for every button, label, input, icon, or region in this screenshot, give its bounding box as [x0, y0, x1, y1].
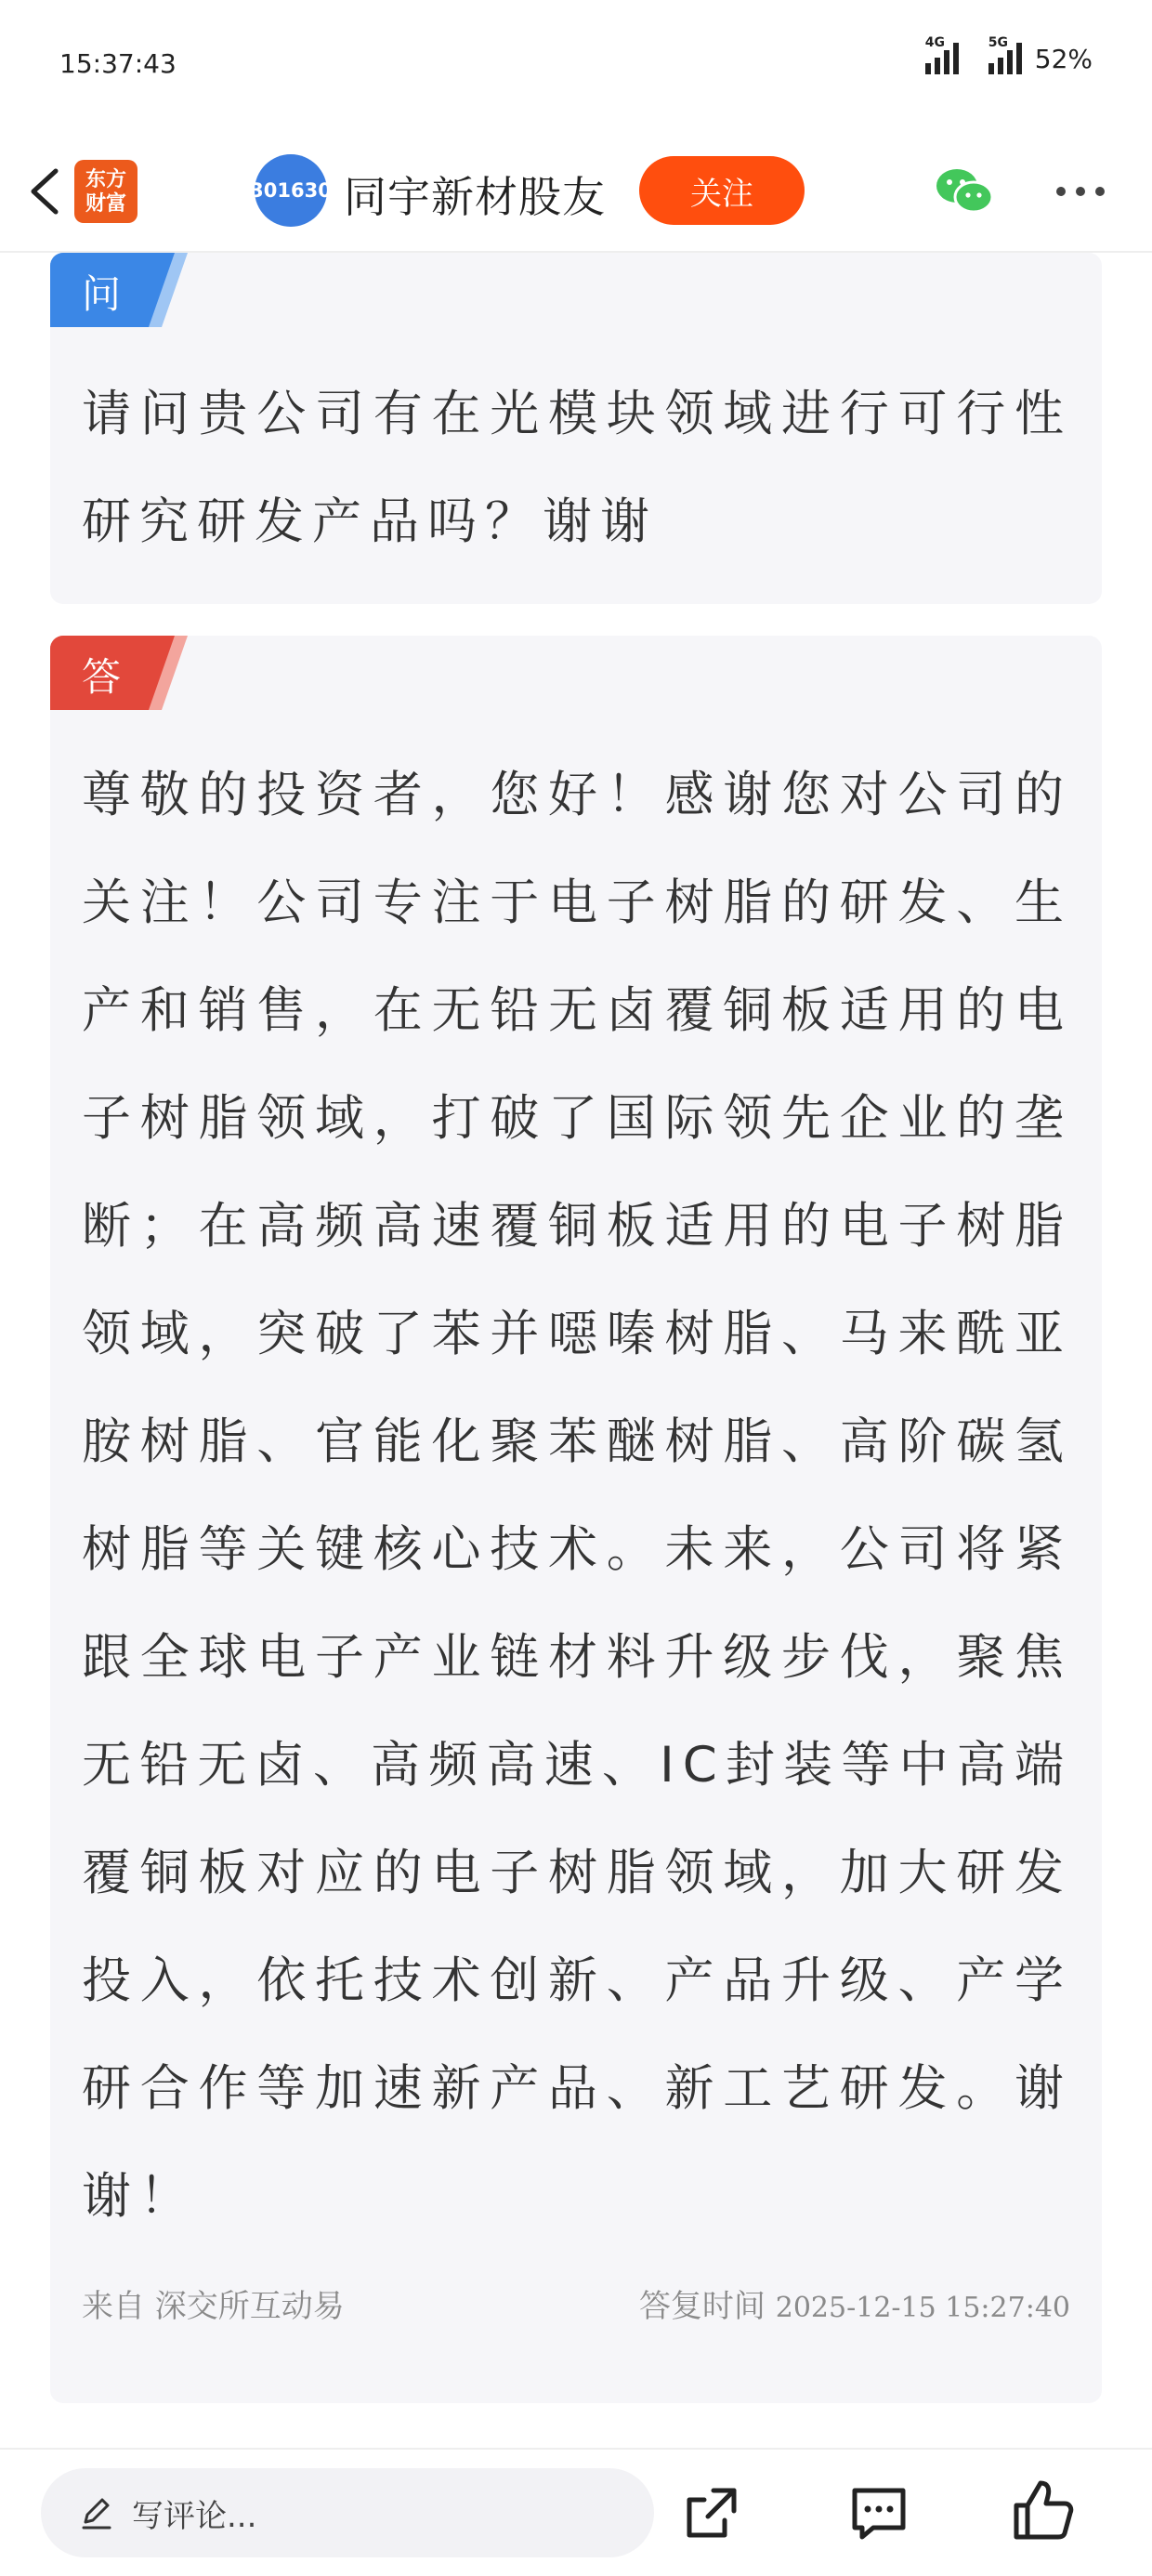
comment-input[interactable] — [41, 2468, 654, 2557]
follow-button[interactable]: 关注 — [639, 156, 805, 225]
pencil-icon — [78, 2494, 115, 2531]
reply-timestamp: 2025-12-15 15:27:40 — [775, 2292, 1070, 2324]
answer-text: 尊敬的投资者，您好！感谢您对公司的关注！公司专注于电子树脂的研发、生产和销售，在无铅无卤覆铜板适用的电子树脂领域，打破了国际领先企业的垄断；在高频高速覆铜板适用的电子树脂领域，突破了苯并噁嗪树脂、马来酰亚胺树脂、官能化聚苯醚树脂、高阶碳氢树脂等关键核心技术。未来，公司将紧跟全球电子产业链材料升级步伐，聚焦无铅无卤、高频高速、IC封装等中高端覆铜板对应的电子树脂领域，加大研发投入，依托技术创新、产品升级、产学研合作等加速新产品、新工艺研发。谢谢！ — [82, 767, 1072, 2225]
status-bar — [0, 0, 1152, 130]
question-text: 请问贵公司有在光模块领域进行可行性研究研发产品吗？谢谢 — [82, 386, 1072, 550]
answer-card — [50, 636, 1102, 2403]
reply-time — [639, 2280, 1070, 2326]
battery-level: 52% — [1034, 43, 1093, 74]
wechat-share-icon[interactable] — [935, 165, 994, 217]
reply-time-label: 答复时间 — [638, 2288, 766, 2325]
back-arrow-icon[interactable] — [20, 164, 76, 219]
answer-source: 来自 深交所互动易 — [82, 2288, 345, 2325]
signal-4g-icon: 4G — [925, 43, 959, 74]
comments-icon[interactable] — [845, 2479, 912, 2546]
stock-code-badge[interactable]: 301630 — [255, 154, 327, 227]
like-thumb-icon[interactable] — [1007, 2476, 1078, 2546]
share-icon[interactable] — [678, 2479, 745, 2546]
answer-tag: 答 — [82, 654, 122, 700]
more-options-icon[interactable] — [1054, 182, 1107, 201]
question-card — [50, 253, 1102, 604]
page-title[interactable]: 同宇新材股友 — [344, 172, 606, 222]
question-tag: 问 — [82, 271, 122, 317]
bottom-divider — [0, 2448, 1152, 2450]
status-time: 15:37:43 — [59, 48, 177, 79]
eastmoney-logo[interactable]: 东方 财富 — [74, 160, 137, 223]
signal-5g-icon: 5G — [988, 43, 1022, 74]
comment-placeholder: 写评论... — [132, 2497, 257, 2535]
status-indicators — [924, 35, 1093, 74]
